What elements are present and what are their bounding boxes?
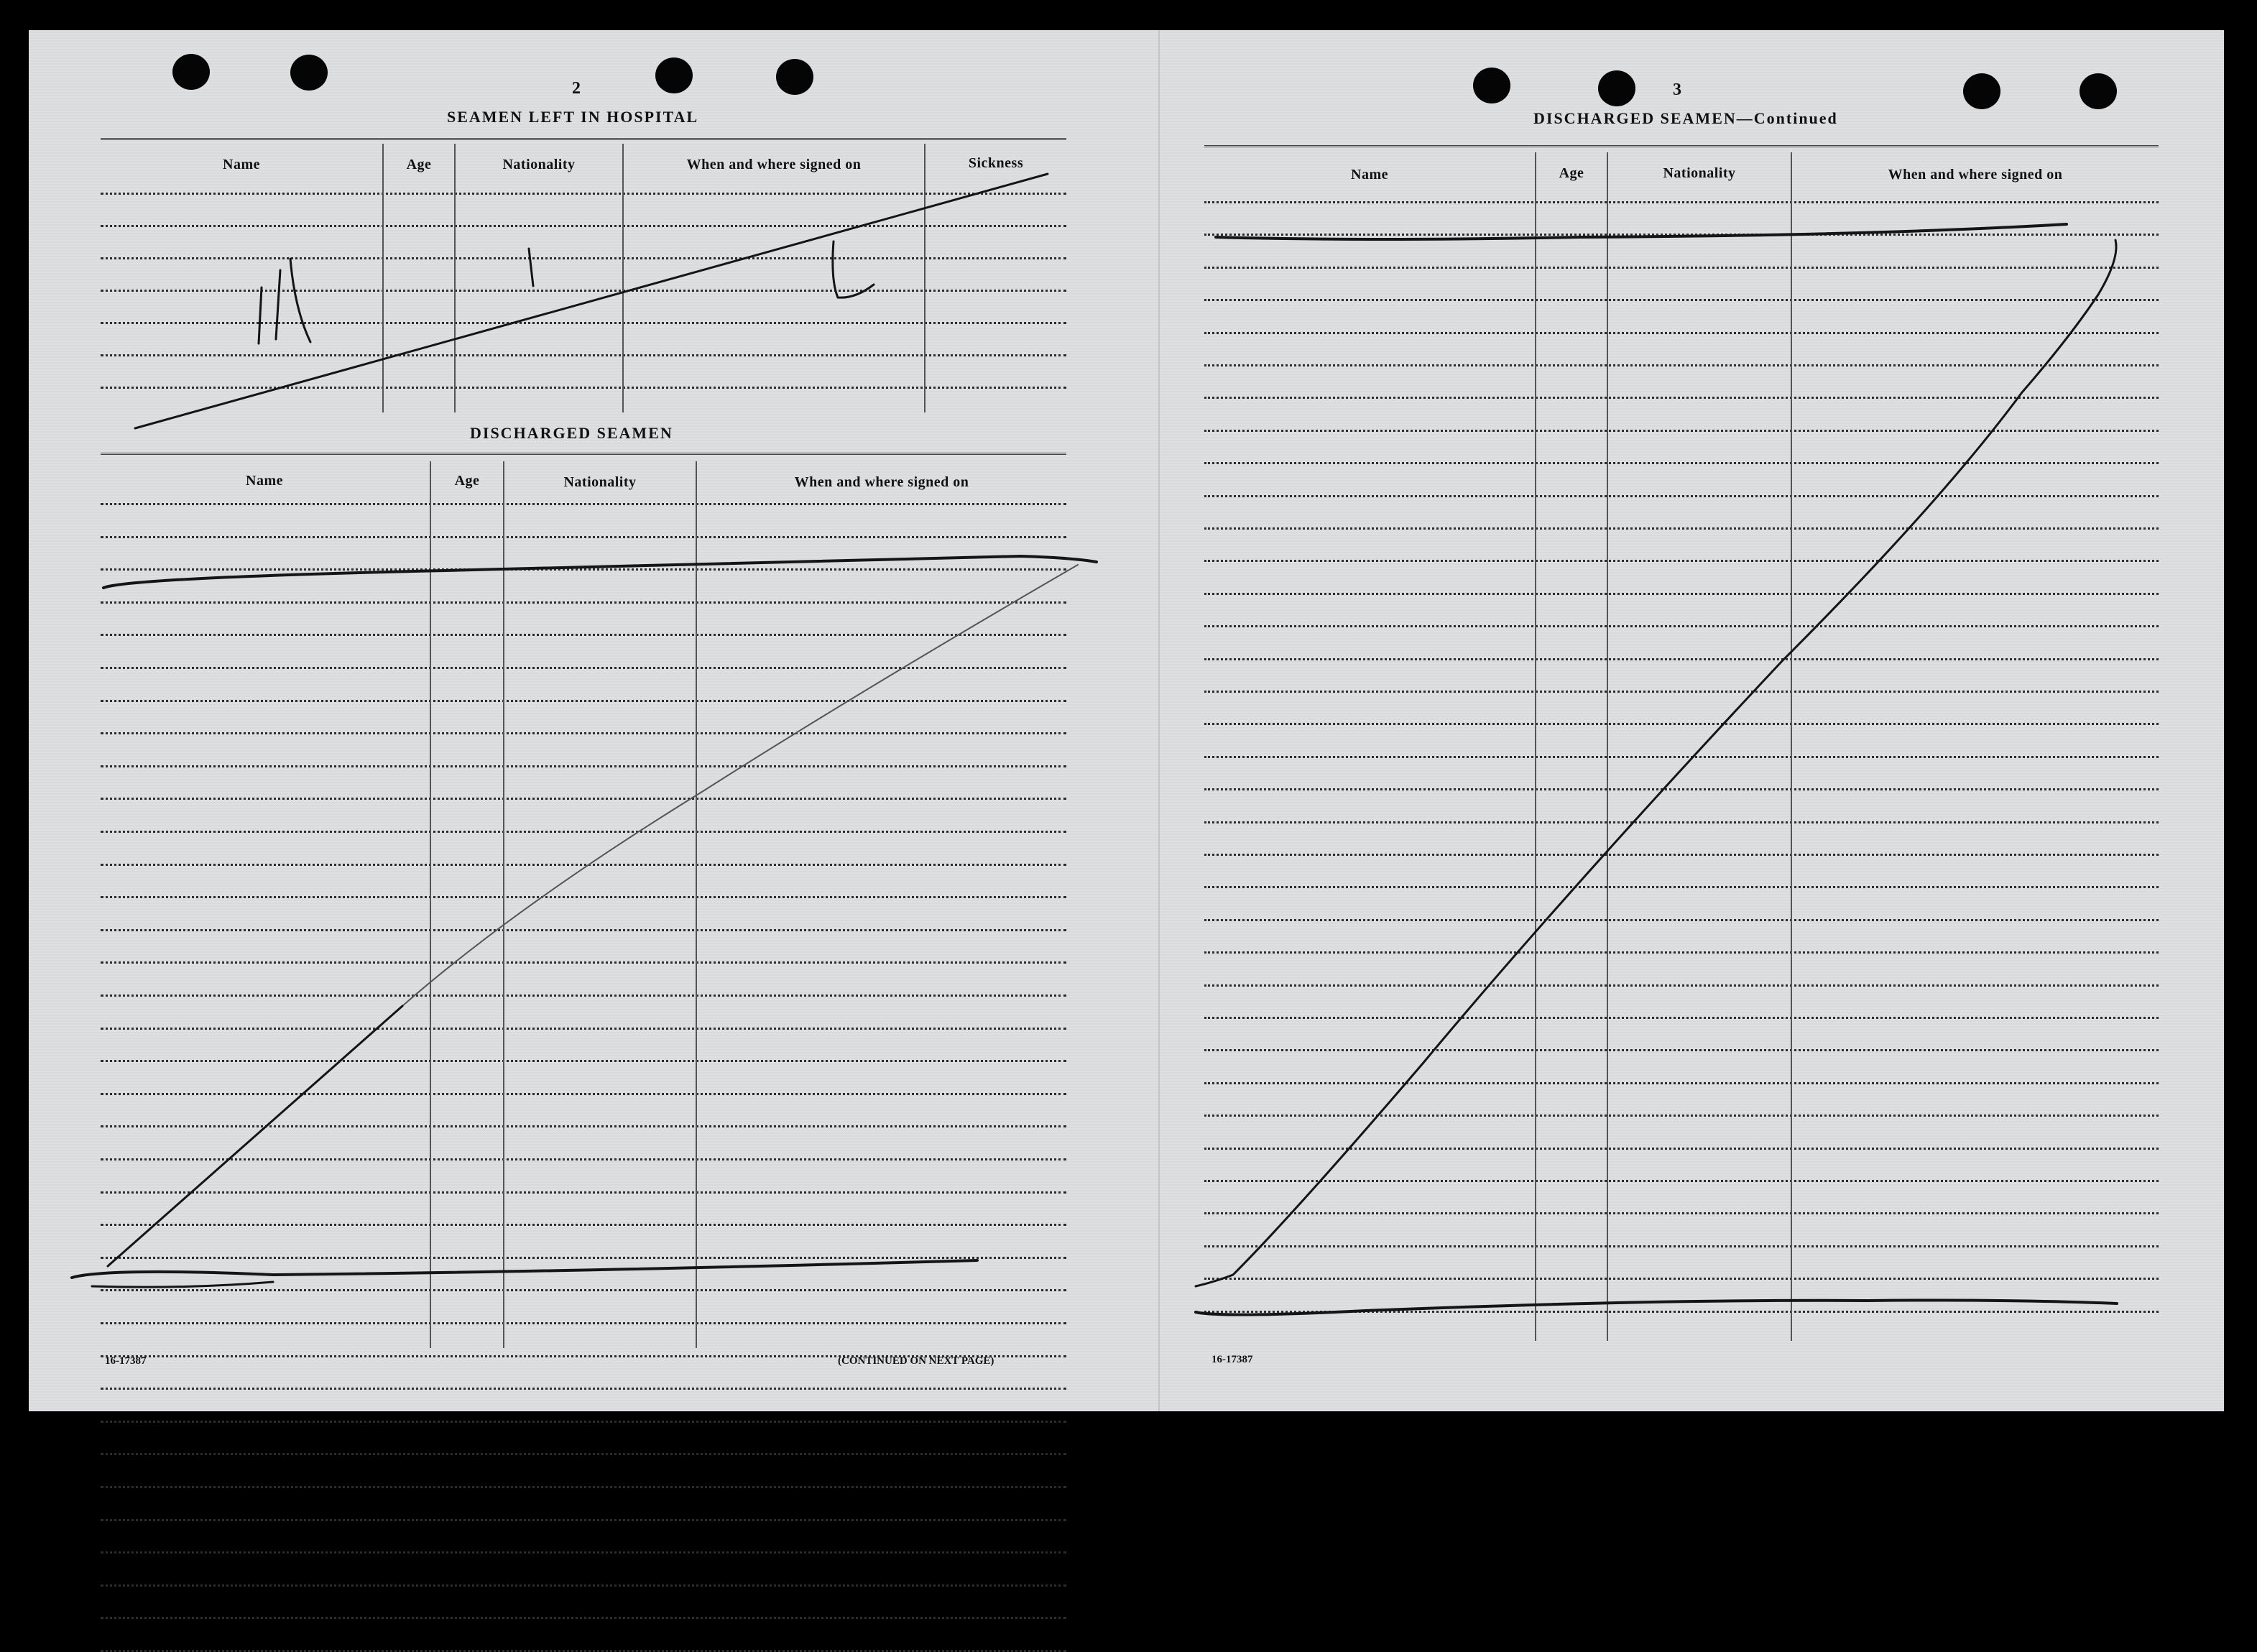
right-page-number: 3: [1673, 80, 1681, 99]
discharged-strike-bottom-tail: [92, 1282, 273, 1287]
ruled-line: [101, 1551, 1066, 1554]
discharged-col-signed-on: When and where signed on: [794, 474, 969, 490]
discharged-strike-top: [103, 556, 1097, 588]
right-strike-top: [1216, 224, 2067, 239]
discharged-strike-diagonal: [108, 1006, 402, 1266]
discharged-section-title: DISCHARGED SEAMEN: [470, 424, 673, 442]
ruled-line: [101, 1453, 1066, 1455]
hospital-col-age: Age: [406, 157, 432, 172]
right-form-number: 16-17387: [1211, 1354, 1253, 1365]
discharged-col-age: Age: [454, 473, 480, 489]
discharged-col-name: Name: [246, 473, 283, 489]
handwritten-mark: [529, 249, 533, 286]
hospital-col-nationality: Nationality: [502, 157, 576, 172]
right-col-age: Age: [1559, 165, 1584, 181]
left-page-number: 2: [572, 79, 581, 98]
right-strike-diagonal: [1196, 240, 2116, 1286]
hospital-col-name: Name: [223, 157, 260, 172]
discharged-continued-title: DISCHARGED SEAMEN—Continued: [1533, 109, 1838, 127]
right-col-nationality: Nationality: [1663, 165, 1736, 181]
ruled-line: [101, 1486, 1066, 1488]
ruled-line: [101, 1617, 1066, 1619]
hospital-col-signed-on: When and where signed on: [686, 157, 862, 172]
discharged-strike-diagonal-light: [402, 565, 1078, 1006]
ruled-line: [101, 1519, 1066, 1521]
continued-note: (CONTINUED ON NEXT PAGE): [838, 1355, 994, 1367]
handwritten-mark: [259, 259, 310, 343]
right-col-name: Name: [1351, 167, 1388, 183]
right-strike-bottom: [1196, 1301, 2117, 1315]
right-col-signed-on: When and where signed on: [1888, 167, 2063, 183]
left-form-number: 16-17387: [105, 1355, 147, 1367]
discharged-strike-bottom: [72, 1260, 977, 1278]
handwritten-mark: [833, 241, 874, 297]
ruled-line: [101, 1584, 1066, 1587]
hospital-section-title: SEAMEN LEFT IN HOSPITAL: [447, 108, 699, 126]
hospital-strike-line: [135, 174, 1048, 428]
hospital-col-sickness: Sickness: [968, 155, 1024, 171]
discharged-col-nationality: Nationality: [563, 474, 637, 490]
